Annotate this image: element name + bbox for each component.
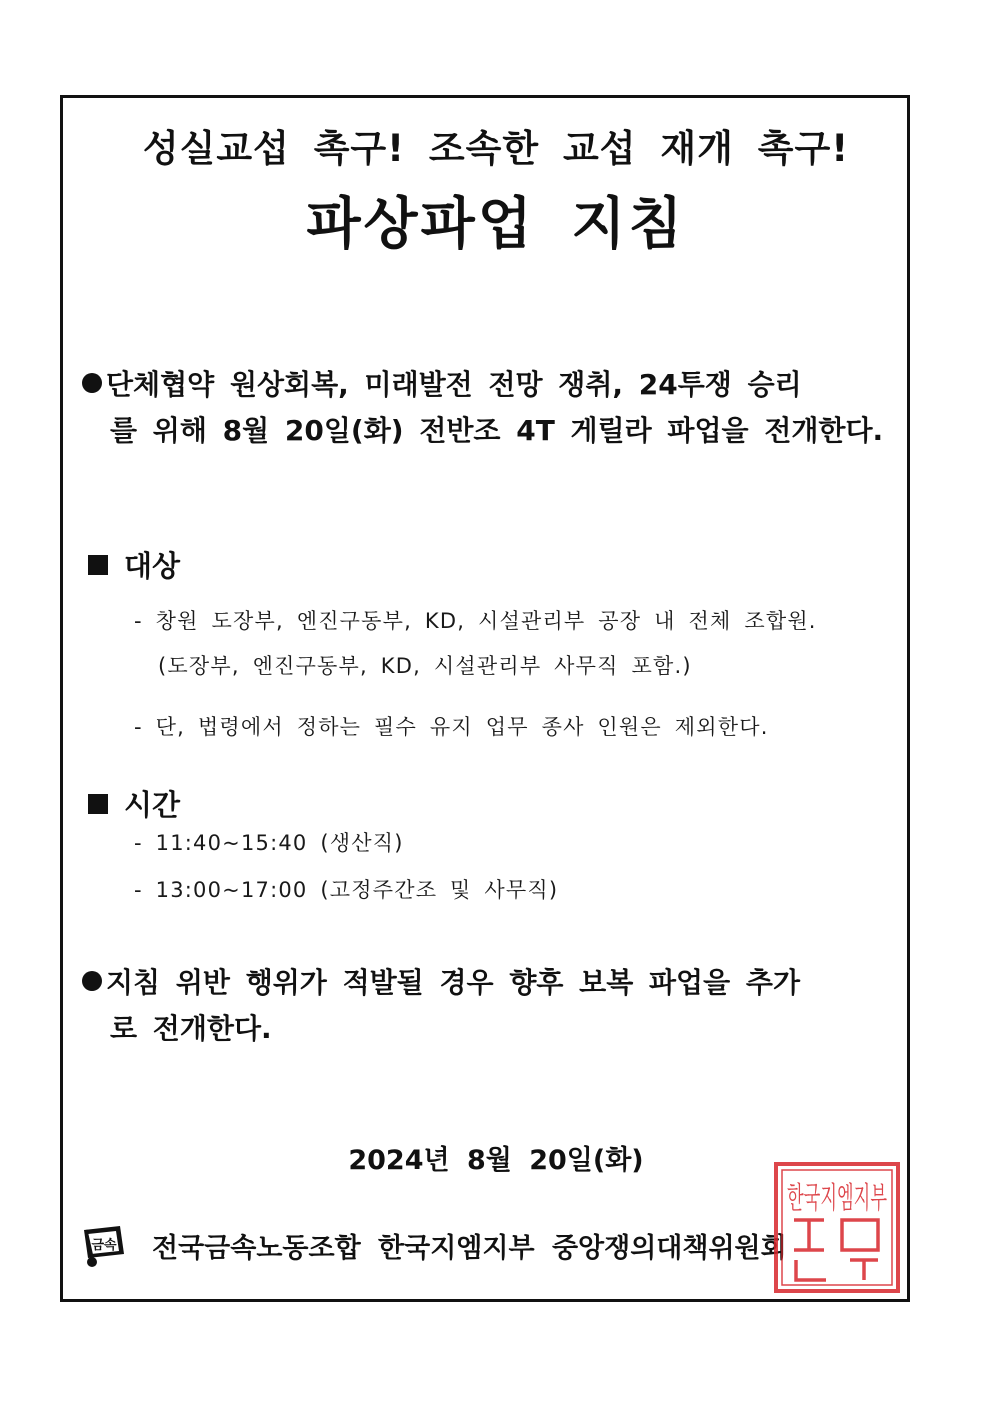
document-date: 2024년 8월 20일(화) [348,1145,644,1176]
union-logo-icon [80,1224,130,1268]
svg-text:금속: 금속 [91,1238,117,1253]
time-item-2: - 13:00~17:00 (고정주간조 및 사무직) [134,878,559,902]
document-frame [60,95,910,1302]
warning-paragraph [82,960,904,1052]
section-heading-label: 시간 [124,788,181,822]
time-item-1: - 11:40~15:40 (생산직) [134,831,404,855]
document-title: 파상파업 지침 [306,192,686,257]
document-subtitle: 성실교섭 촉구! 조속한 교섭 재개 촉구! [142,127,850,170]
lead-line-1: 단체협약 원상회복, 미래발전 전망 쟁취, 24투쟁 승리 [106,368,802,401]
section-heading-label: 대상 [124,549,181,583]
warning-line-1: 지침 위반 행위가 적발될 경우 향후 보복 파업을 추가 [106,966,800,999]
section-heading-time [88,783,180,824]
bullet-icon [82,373,102,393]
organization-name: 전국금속노동조합 한국지엠지부 중앙쟁의대책위원회 [152,1233,787,1264]
target-item-1: - 창원 도장부, 엔진구동부, KD, 시설관리부 공장 내 전체 조합원. [134,609,817,633]
square-bullet-icon [88,555,108,575]
lead-line-2: 를 위해 8월 20일(화) 전반조 4T 게릴라 파업을 전개한다. [110,414,884,447]
section-heading-target [88,544,180,585]
bullet-icon [82,971,102,991]
lead-paragraph [82,362,904,454]
square-bullet-icon [88,794,108,814]
svg-text:한국지엠지부: 한국지엠지부 [787,1181,888,1216]
target-item-2: (도장부, 엔진구동부, KD, 시설관리부 사무직 포함.) [158,654,692,678]
official-seal-icon [772,1160,902,1295]
target-item-3: - 단, 법령에서 정하는 필수 유지 업무 종사 인원은 제외한다. [134,715,769,739]
warning-line-2: 로 전개한다. [110,1012,272,1045]
